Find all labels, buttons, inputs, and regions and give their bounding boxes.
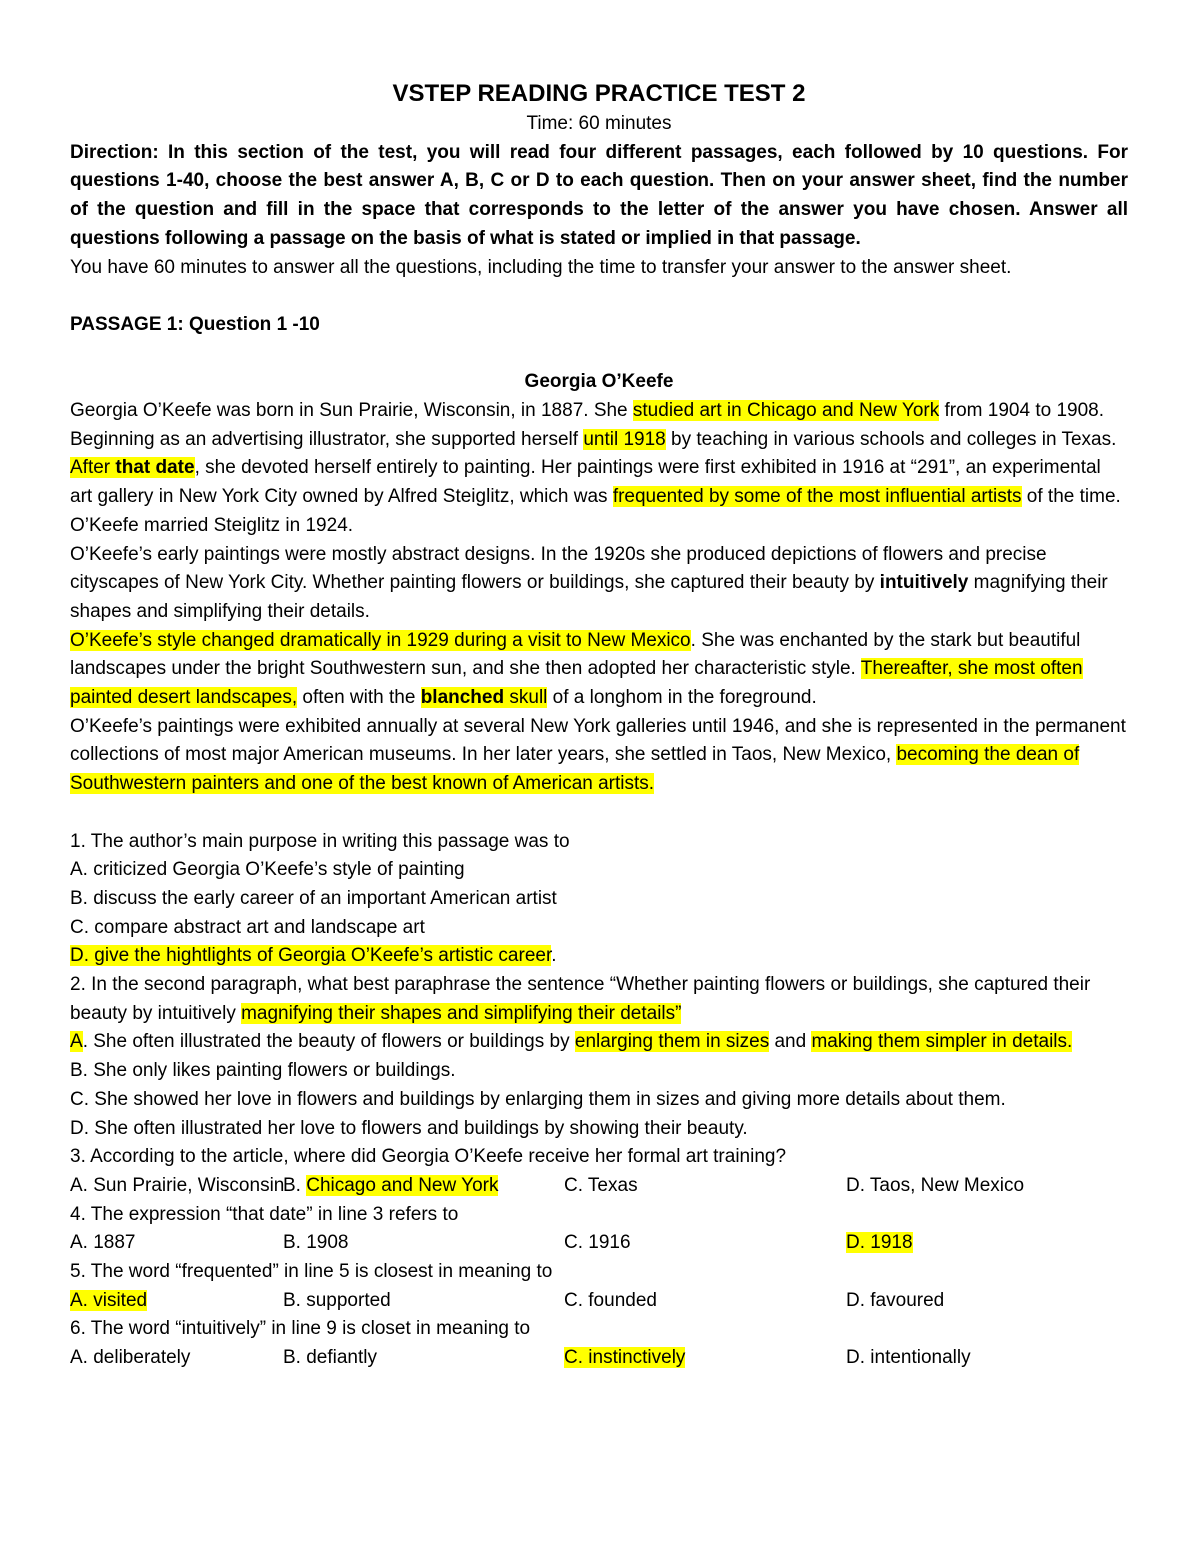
text: . She often illustrated the beauty of flowers or buildings by: [82, 1031, 575, 1053]
question-5-option-a[interactable]: [70, 1287, 283, 1316]
passage-paragraph-2: [70, 541, 1128, 627]
question-4-option-a[interactable]: A. 1887: [70, 1232, 136, 1254]
highlighted-text: becoming the dean of Southwestern painters and one of the best known of American artists.: [70, 744, 1080, 795]
question-5-options: [70, 1287, 1128, 1316]
question-6-options: [70, 1344, 1128, 1373]
highlighted-text: Thereafter, she most often painted desert landscapes,: [70, 658, 1083, 709]
highlighted-answer: A. visited: [70, 1289, 148, 1311]
text: O’Keefe’s early paintings were mostly abstract designs. In the 1920s she produced depictions of flowers and precise cityscapes of New York City. Whether painting flowers or buildings, she captured their beauty by: [70, 543, 1047, 594]
question-1-option-c[interactable]: C. compare abstract art and landscape art: [70, 916, 425, 938]
question-3-options: [70, 1172, 1128, 1201]
highlighted-text: making them simpler in details.: [811, 1031, 1073, 1053]
question-6-option-b[interactable]: B. defiantly: [283, 1347, 377, 1369]
text: Georgia O’Keefe was born in Sun Prairie, Wisconsin, in 1887. She: [70, 400, 633, 421]
question-4-options: [70, 1229, 1128, 1258]
text: , she devoted herself entirely to painting. Her paintings were first exhibited in 1916 at “291”, an experimental art gallery in New York City owned by Alfred Steiglitz, which was: [70, 457, 1101, 508]
question-5-option-b[interactable]: B. supported: [283, 1289, 391, 1311]
highlighted-text: studied art in Chicago and New York: [632, 400, 940, 421]
question-3-option-b[interactable]: [283, 1172, 564, 1201]
question-3-stem: 3. According to the article, where did Georgia O’Keefe receive her formal art training?: [70, 1146, 787, 1168]
question-4-option-b[interactable]: B. 1908: [283, 1232, 349, 1254]
text: magnifying their shapes and simplifying their details.: [70, 572, 1108, 622]
passage-title: Georgia O’Keefe: [524, 371, 674, 393]
highlighted-answer: D. give the hightlights of Georgia O’Keefe’s artistic career: [70, 945, 552, 967]
text: often with the: [297, 687, 421, 709]
question-5-option-c[interactable]: C. founded: [564, 1289, 657, 1311]
test-title: VSTEP READING PRACTICE TEST 2: [392, 80, 806, 107]
question-2-option-d[interactable]: D. She often illustrated her love to flowers and buildings by showing their beauty.: [70, 1117, 748, 1139]
question-2-stem: [70, 971, 1128, 1028]
question-3-option-a[interactable]: A. Sun Prairie, Wisconsin: [70, 1174, 285, 1196]
text: B.: [283, 1174, 307, 1196]
question-6-option-d[interactable]: D. intentionally: [846, 1347, 971, 1369]
highlighted-answer: Chicago and New York: [306, 1174, 499, 1196]
question-2-option-c[interactable]: C. She showed her love in flowers and buildings by enlarging them in sizes and giving more details about them.: [70, 1088, 1006, 1110]
highlighted-bold-text: that date: [115, 457, 195, 479]
question-1-stem: 1. The author’s main purpose in writing this passage was to: [70, 830, 570, 852]
bold-text: intuitively: [879, 572, 969, 594]
passage-paragraph-3: [70, 627, 1128, 713]
question-6-option-c[interactable]: [564, 1344, 846, 1373]
time-limit: Time: 60 minutes: [526, 113, 672, 134]
question-5-option-d[interactable]: D. favoured: [846, 1289, 945, 1311]
highlighted-text: skull: [504, 687, 548, 709]
highlighted-answer: A: [70, 1031, 83, 1053]
passage-paragraph-4: [70, 713, 1128, 799]
question-6-option-a[interactable]: A. deliberately: [70, 1347, 191, 1369]
text: O’Keefe’s paintings were exhibited annually at several New York galleries until 1946, and she is represented in the permanent collections of most major American museums. In her later years, she settled in Taos, New Mexico,: [70, 715, 1126, 766]
question-6-stem: 6. The word “intuitively” in line 9 is closet in meaning to: [70, 1318, 531, 1340]
question-2-option-a[interactable]: [70, 1028, 1128, 1057]
text: 2. In the second paragraph, what best paraphrase the sentence “Whether painting flowers or buildings, she captured their beauty by intuitively: [70, 974, 1091, 1024]
highlighted-bold-text: blanched: [420, 687, 505, 709]
highlighted-text: magnifying their shapes and simplifying their details”: [241, 1002, 682, 1024]
highlighted-text: until 1918: [583, 428, 666, 450]
highlighted-text: enlarging them in sizes: [574, 1031, 770, 1053]
question-4-stem: 4. The expression “that date” in line 3 refers to: [70, 1203, 459, 1225]
text: of the time. O’Keefe married Steiglitz in 1924.: [70, 486, 1121, 536]
question-3-option-d[interactable]: D. Taos, New Mexico: [846, 1174, 1025, 1196]
highlighted-answer: D. 1918: [846, 1232, 913, 1254]
text: from 1904 to 1908. Beginning as an advertising illustrator, she supported herself: [70, 400, 1104, 450]
direction-bold: Direction: In this section of the test, you will read four different passages, each followed by 10 questions. For questions 1-40, choose the best answer A, B, C or D to each question. Then on your answer sheet, find the number of the question and fill in the space that corresponds to the letter of the answer you have chosen. Answer all questions following a passage on the basis of what is stated or implied in that passage.: [70, 141, 1128, 249]
text: . She was enchanted by the stark but beautiful landscapes under the bright Southwestern sun, and she then adopted her characteristic style.: [70, 629, 1081, 680]
question-1-option-b[interactable]: B. discuss the early career of an important American artist: [70, 887, 557, 909]
question-3-option-c[interactable]: C. Texas: [564, 1174, 638, 1196]
question-5-stem: 5. The word “frequented” in line 5 is closest in meaning to: [70, 1261, 553, 1283]
highlighted-answer: C. instinctively: [564, 1347, 686, 1369]
text: of a longhom in the foreground.: [547, 687, 817, 709]
highlighted-text: O’Keefe’s style changed dramatically in 1929 during a visit to New Mexico: [70, 629, 691, 651]
highlighted-text: After: [70, 457, 116, 479]
highlighted-text: frequented by some of the most influential artists: [612, 486, 1022, 508]
direction-normal: You have 60 minutes to answer all the questions, including the time to transfer your answer to the answer sheet.: [70, 256, 1012, 278]
question-4-option-d[interactable]: [846, 1229, 913, 1258]
question-1-option-d[interactable]: [70, 942, 1128, 971]
passage-label: PASSAGE 1: Question 1 -10: [70, 313, 320, 335]
text: and: [769, 1031, 812, 1053]
question-1-option-a[interactable]: A. criticized Georgia O’Keefe’s style of painting: [70, 859, 465, 881]
question-4-option-c[interactable]: C. 1916: [564, 1232, 631, 1254]
question-2-option-b[interactable]: B. She only likes painting flowers or buildings.: [70, 1060, 456, 1082]
passage-paragraph-1: [70, 397, 1128, 541]
text: .: [551, 945, 557, 967]
text: by teaching in various schools and colleges in Texas.: [665, 428, 1117, 450]
